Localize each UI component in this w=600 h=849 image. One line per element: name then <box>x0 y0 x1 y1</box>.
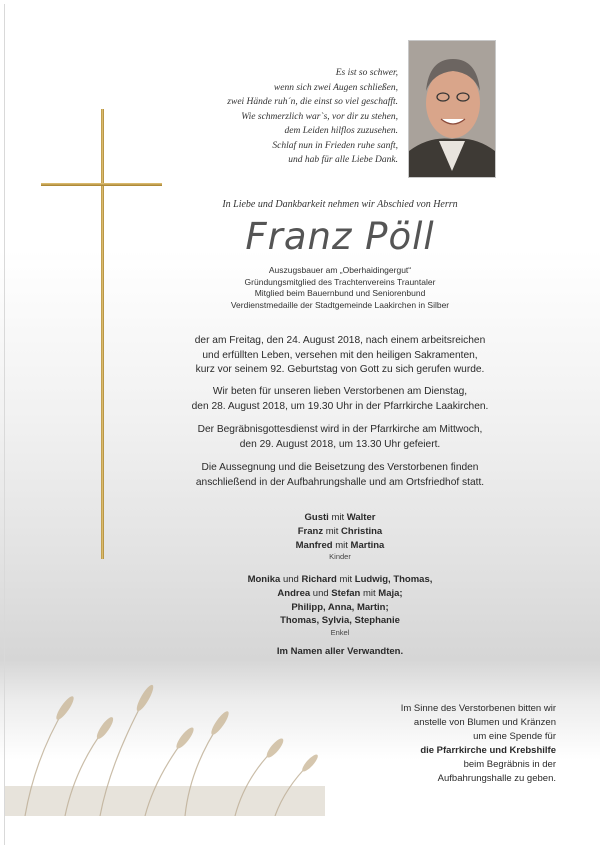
poem <box>170 66 398 168</box>
poem-line: zwei Hände ruh´n, die einst so viel geschafft. <box>227 97 398 107</box>
burial-paragraph <box>160 461 520 490</box>
children-caption: Kinder <box>329 552 351 562</box>
family-line <box>160 587 520 601</box>
wheat-field-image <box>5 668 325 816</box>
connector-word: mit <box>362 587 376 599</box>
text-line: den 29. August 2018, um 13.30 Uhr gefeiert. <box>239 438 441 450</box>
family-name: Maja; <box>378 587 403 599</box>
deceased-name: Franz Pöll <box>245 215 435 258</box>
connector-word: mit <box>331 512 345 523</box>
title-line: Verdienstmedaille der Stadtgemeinde Laakirchen in Silber <box>230 299 450 310</box>
family-line <box>160 525 520 539</box>
poem-line: Schlaf nun in Frieden ruhe sanft, <box>272 140 398 151</box>
connector-word: mit <box>325 525 339 537</box>
donation-line: Im Sinne des Verstorbenen bitten wir <box>400 703 556 714</box>
family-name: Monika <box>247 574 281 585</box>
text-line: der am Freitag, den 24. August 2018, nach einem arbeitsreichen <box>194 335 486 346</box>
family-name: Stefan <box>331 587 361 599</box>
family-name: Martina <box>350 539 385 551</box>
text-line: anschließend in der Aufbahrungshalle und am Ortsfriedhof statt. <box>195 476 485 488</box>
titles-block <box>160 265 520 311</box>
grandchildren-caption: Enkel <box>330 628 350 638</box>
poem-line: Wie schmerzlich war`s, vor dir zu stehen, <box>241 111 398 122</box>
text-line: Der Begräbnisgottesdienst wird in der Pfarrkirche am Mittwoch, <box>197 424 483 435</box>
portrait-photo <box>409 41 495 177</box>
family-line: Philipp, Anna, Martin; <box>291 601 389 613</box>
family-line <box>160 511 520 525</box>
closing-line: Im Namen aller Verwandten. <box>276 646 404 657</box>
family-name: Christina <box>341 525 383 537</box>
family-name: Andrea <box>277 587 311 599</box>
poem-line: dem Leiden hilflos zuzusehen. <box>284 126 398 136</box>
text-line: kurz vor seinem 92. Geburtstag von Gott zu sich gerufen wurde. <box>195 364 485 375</box>
text-line: Wir beten für unseren lieben Verstorbenen am Dienstag, <box>212 386 468 397</box>
connector-word: mit <box>335 539 348 551</box>
donation-line: Aufbahrungshalle zu geben. <box>437 773 556 784</box>
donation-line: beim Begräbnis in der <box>463 759 556 770</box>
family-name: Walter <box>346 512 376 523</box>
connector-word: und <box>312 587 329 599</box>
funeral-paragraph <box>160 423 520 452</box>
connector-word: mit <box>339 574 353 585</box>
family-name: Richard <box>301 574 337 585</box>
text-line: und erfüllten Leben, versehen mit den heiligen Sakramenten, <box>202 349 478 361</box>
text-line: den 28. August 2018, um 19.30 Uhr in der Pfarrkirche Laakirchen. <box>191 400 489 412</box>
connector-word: und <box>282 574 299 585</box>
family-name: Ludwig, Thomas, <box>354 574 433 585</box>
family-name: Franz <box>297 525 324 537</box>
poem-line: und hab für alle Liebe Dank. <box>288 155 398 165</box>
cross-vertical-beam <box>101 109 104 559</box>
poem-line: Es ist so schwer, <box>335 68 398 78</box>
family-name: Gusti <box>304 512 329 523</box>
death-paragraph <box>160 334 520 378</box>
poem-line: wenn sich zwei Augen schließen, <box>273 82 398 93</box>
family-name: Manfred <box>295 539 333 551</box>
donation-recipients: die Pfarrkirche und Krebshilfe <box>420 745 556 756</box>
cross-horizontal-beam <box>41 183 162 186</box>
donation-line: um eine Spende für <box>473 731 556 742</box>
family-line <box>160 573 520 587</box>
grandchildren-block <box>160 573 520 638</box>
title-line: Mitglied beim Bauernbund und Seniorenbund <box>254 288 426 298</box>
donation-line: anstelle von Blumen und Kränzen <box>413 717 556 728</box>
title-line: Gründungsmitglied des Trachtenvereins Trauntaler <box>244 276 436 287</box>
children-block <box>160 511 520 562</box>
text-line: Die Aussegnung und die Beisetzung des Verstorbenen finden <box>201 462 479 473</box>
family-line <box>160 539 520 553</box>
farewell-line: In Liebe und Dankbarkeit nehmen wir Abschied von Herrn <box>222 199 458 210</box>
donation-request <box>360 702 556 786</box>
title-line: Auszugsbauer am „Oberhaidingergut“ <box>268 265 412 275</box>
prayer-paragraph <box>160 385 520 414</box>
family-line: Thomas, Sylvia, Stephanie <box>280 615 400 627</box>
